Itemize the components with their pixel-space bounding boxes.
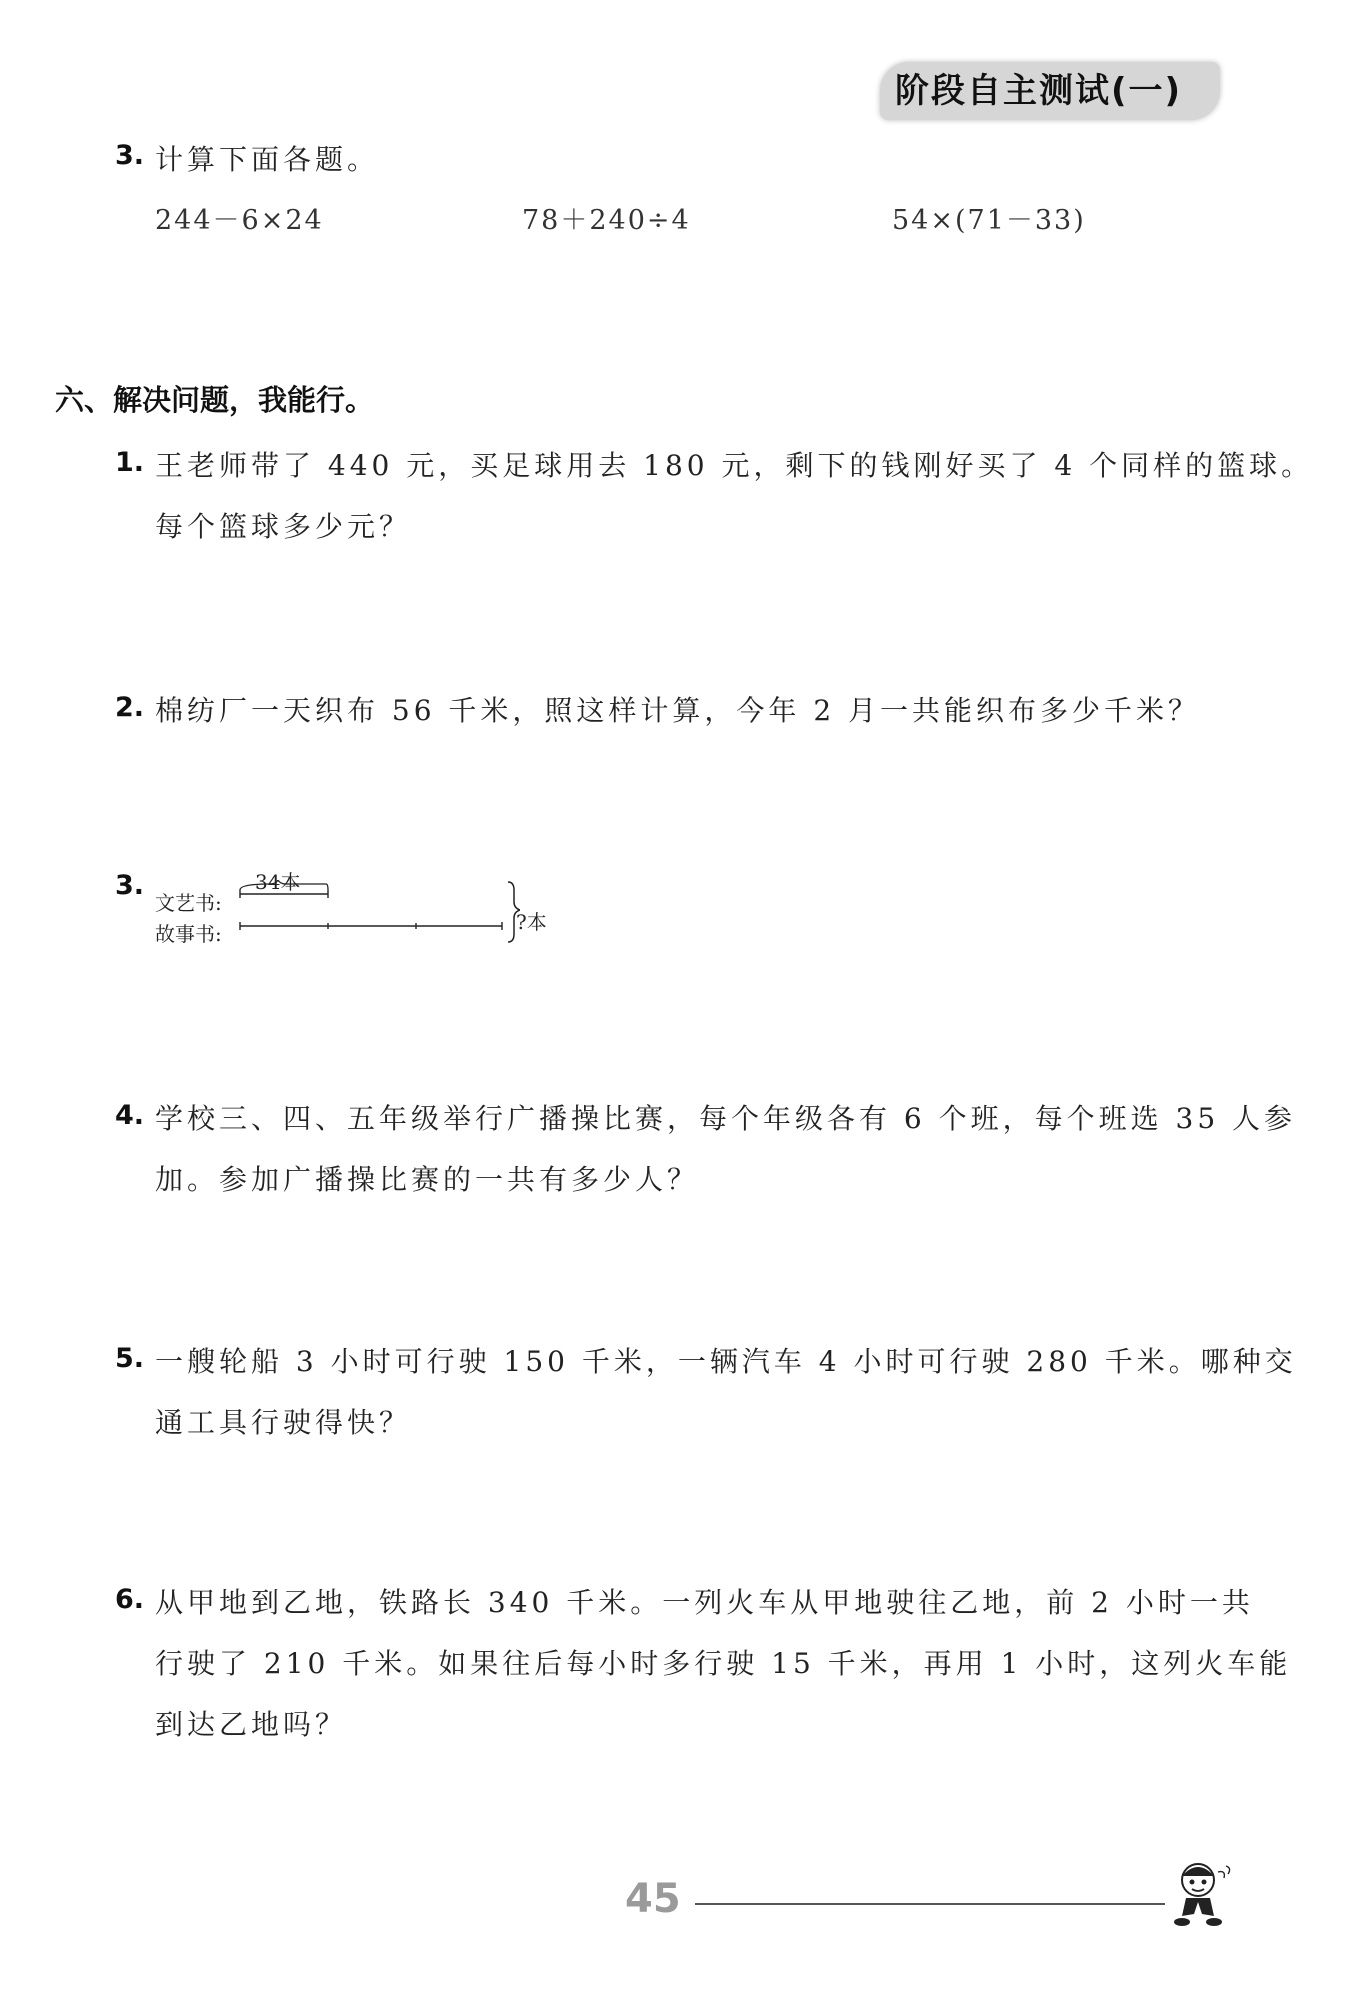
problem-6-line-3: 到达乙地吗？ [155,1708,348,1741]
problem-number: 1. [115,447,145,478]
mascot-icon [1168,1858,1238,1938]
diagram-row2-label: 故事书: [155,922,222,946]
problem-4-line-2: 加。参加广播操比赛的一共有多少人？ [155,1163,700,1196]
problem-2-line-1: 棉纺厂一天织布 56 千米，照这样计算，今年 2 月一共能织布多少千米？ [155,694,1201,727]
diagram-row1-label: 文艺书: [155,891,222,915]
problem-number: 6. [115,1584,145,1615]
section-title: 六、解决问题，我能行。 [55,383,375,417]
expression-1: 244－6×24 [155,205,324,236]
question-instruction: 计算下面各题。 [155,143,380,176]
diagram-total-label: ?本 [516,910,547,934]
page-number: 45 [625,1876,681,1922]
top-brace [240,880,328,890]
question-number: 3. [115,140,145,171]
problem-number: 2. [115,692,145,723]
expression-2: 78＋240÷4 [522,205,691,236]
footer-rule [695,1903,1165,1905]
problem-number: 3. [115,870,145,901]
problem-number: 4. [115,1100,145,1131]
problem-1-line-2: 每个篮球多少元？ [155,510,412,543]
problem-6-line-1: 从甲地到乙地，铁路长 340 千米。一列火车从甲地驶往乙地，前 2 小时一共 [155,1586,1254,1619]
page-header-title: 阶段自主测试(一) [895,71,1183,111]
problem-5-line-1: 一艘轮船 3 小时可行驶 150 千米，一辆汽车 4 小时可行驶 280 千米。哪种交 [155,1345,1297,1378]
right-brace [508,882,520,942]
problem-5-line-2: 通工具行驶得快？ [155,1406,412,1439]
problem-number: 5. [115,1343,145,1374]
expression-3: 54×(71－33) [892,205,1086,236]
line-segment-diagram [230,880,520,950]
problem-4-line-1: 学校三、四、五年级举行广播操比赛，每个年级各有 6 个班，每个班选 35 人参 [155,1102,1297,1135]
problem-1-line-1: 王老师带了 440 元，买足球用去 180 元，剩下的钱刚好买了 4 个同样的篮球。 [155,449,1314,482]
diagram-top-value: 34本 [255,870,301,894]
problem-6-line-2: 行驶了 210 千米。如果往后每小时多行驶 15 千米，再用 1 小时，这列火车能 [155,1647,1292,1680]
